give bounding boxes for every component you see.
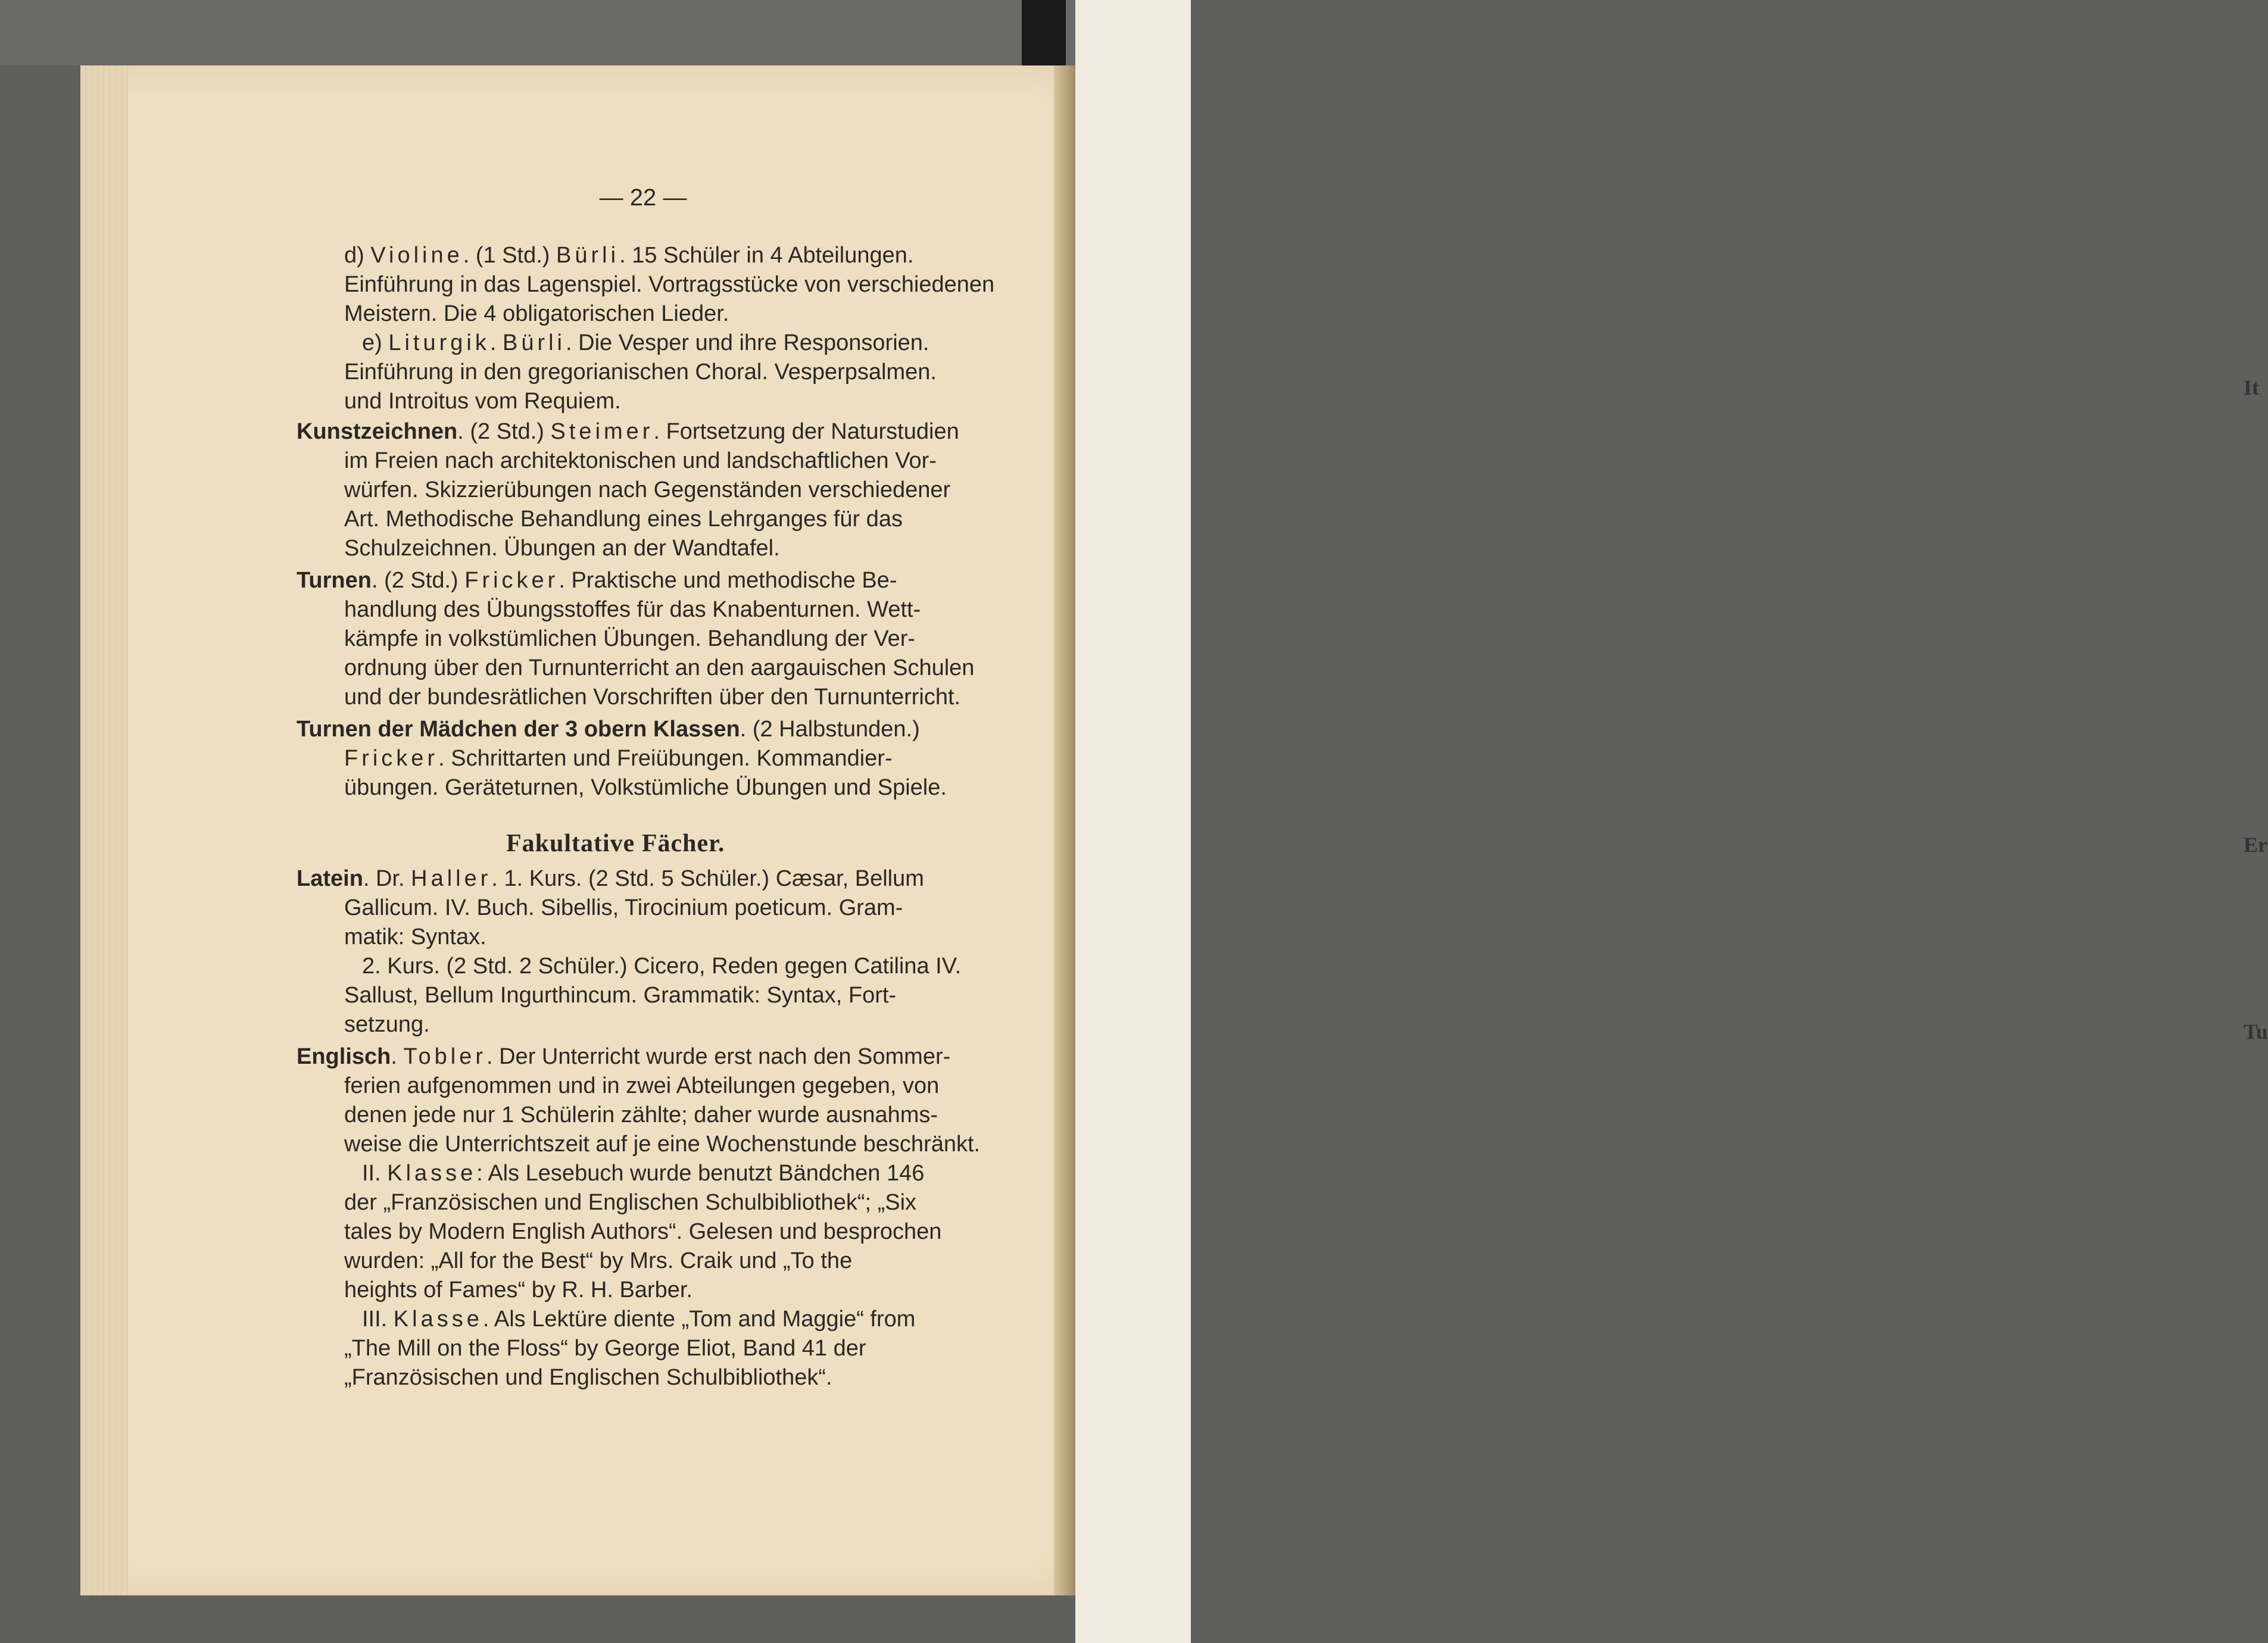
class-name: Klasse <box>393 1307 483 1332</box>
section-heading: Fakultative Fächer. <box>506 830 725 857</box>
text-line: Kunstzeichnen. (2 Std.) Steimer. Fortsetzung der Naturstudien <box>297 419 959 444</box>
facing-page-fragment: Er <box>2244 833 2267 857</box>
subject-heading: Turnen der Mädchen der 3 obern Klassen <box>297 717 740 742</box>
text-line: tales by Modern English Authors“. Gelesen und besprochen <box>344 1219 942 1244</box>
page-stack-edges <box>80 65 128 1595</box>
text-line: d) Violine. (1 Std.) Bürli. 15 Schüler in 4 Abteilungen. <box>344 243 914 268</box>
text-line: Sallust, Bellum Ingurthincum. Grammatik: Syntax, Fort- <box>344 983 897 1008</box>
text-line: Gallicum. IV. Buch. Sibellis, Tirocinium poeticum. Gram- <box>344 895 903 920</box>
text-line: kämpfe in volkstümlichen Übungen. Behandlung der Ver- <box>344 626 916 651</box>
text-line: II. Klasse: Als Lesebuch wurde benutzt Bändchen 146 <box>362 1161 925 1186</box>
text-line: 2. Kurs. (2 Std. 2 Schüler.) Cicero, Reden gegen Catilina IV. <box>362 954 962 979</box>
text-line: Turnen. (2 Std.) Fricker. Praktische und methodische Be- <box>297 568 897 593</box>
subject-heading: Turnen <box>297 568 372 593</box>
facing-page-fragment: Tu <box>2244 1020 2268 1044</box>
text-line: Latein. Dr. Haller. 1. Kurs. (2 Std. 5 Schüler.) Cæsar, Bellum <box>297 866 924 891</box>
text-line: weise die Unterrichtszeit auf je eine Wochenstunde beschränkt. <box>344 1132 981 1157</box>
teacher-name: Haller <box>411 866 492 891</box>
text-line: und der bundesrätlichen Vorschriften über den Turnunterricht. <box>344 685 961 710</box>
text-line: übungen. Geräteturnen, Volkstümliche Übungen und Spiele. <box>344 775 947 800</box>
teacher-name: Tobler <box>403 1044 486 1069</box>
facing-page-fragment: It <box>2244 376 2259 399</box>
teacher-name: Steimer <box>550 419 654 444</box>
text-line: III. Klasse. Als Lektüre diente „Tom and Maggie“ from <box>362 1307 916 1332</box>
text-line: Turnen der Mädchen der 3 obern Klassen. (2 Halbstunden.) <box>297 717 920 742</box>
text-line: Art. Methodische Behandlung eines Lehrganges für das <box>344 507 903 532</box>
teacher-name: Fricker <box>344 746 439 771</box>
text-line: matik: Syntax. <box>344 924 486 949</box>
text-line: Meistern. Die 4 obligatorischen Lieder. <box>344 301 729 326</box>
text-line: ferien aufgenommen und in zwei Abteilungen gegeben, von <box>344 1073 940 1098</box>
text-line: ordnung über den Turnunterricht an den aargauischen Schulen <box>344 655 975 680</box>
text-line: „The Mill on the Floss“ by George Eliot, Band 41 der <box>344 1336 866 1361</box>
text-line: handlung des Übungsstoffes für das Knabenturnen. Wett- <box>344 597 921 622</box>
text-line: Fricker. Schrittarten und Freiübungen. Kommandier- <box>344 746 893 771</box>
subject-name: Violine <box>370 243 463 268</box>
page-number: — 22 — <box>599 185 687 211</box>
text-line: im Freien nach architektonischen und landschaftlichen Vor- <box>344 448 937 473</box>
text-line: Englisch. Tobler. Der Unterricht wurde erst nach den Sommer- <box>297 1044 951 1069</box>
subject-heading: Englisch <box>297 1044 391 1069</box>
facing-page <box>1075 0 2268 1643</box>
subject-heading: Latein <box>297 866 363 891</box>
teacher-name: Bürli <box>556 243 620 268</box>
text-line: heights of Fames“ by R. H. Barber. <box>344 1277 693 1302</box>
text-line: Einführung in das Lagenspiel. Vortragsstücke von verschiedenen <box>344 272 995 297</box>
text-line: Einführung in den gregorianischen Choral. Vesperpsalmen. <box>344 360 937 385</box>
text-line: der „Französischen und Englischen Schulbibliothek“; „Six <box>344 1190 917 1215</box>
text-line: denen jede nur 1 Schülerin zählte; daher wurde ausnahms- <box>344 1102 938 1127</box>
text-line: e) Liturgik. Bürli. Die Vesper und ihre Responsorien. <box>362 330 929 355</box>
subject-heading: Kunstzeichnen <box>297 419 458 444</box>
class-name: Klasse <box>387 1161 477 1186</box>
book-gutter <box>1054 65 1075 1595</box>
subject-name: Liturgik <box>388 330 490 355</box>
teacher-name: Bürli <box>502 330 566 355</box>
text-line: „Französischen und Englischen Schulbibliothek“. <box>344 1365 832 1390</box>
text-line: würfen. Skizzierübungen nach Gegenständen verschiedener <box>344 477 951 502</box>
text-line: Schulzeichnen. Übungen an der Wandtafel. <box>344 536 780 561</box>
text-line: wurden: „All for the Best“ by Mrs. Craik und „To the <box>344 1248 853 1273</box>
text-line: und Introitus vom Requiem. <box>344 389 621 414</box>
teacher-name: Fricker <box>464 568 559 593</box>
scanner-background <box>0 0 1191 65</box>
text-line: setzung. <box>344 1012 430 1037</box>
